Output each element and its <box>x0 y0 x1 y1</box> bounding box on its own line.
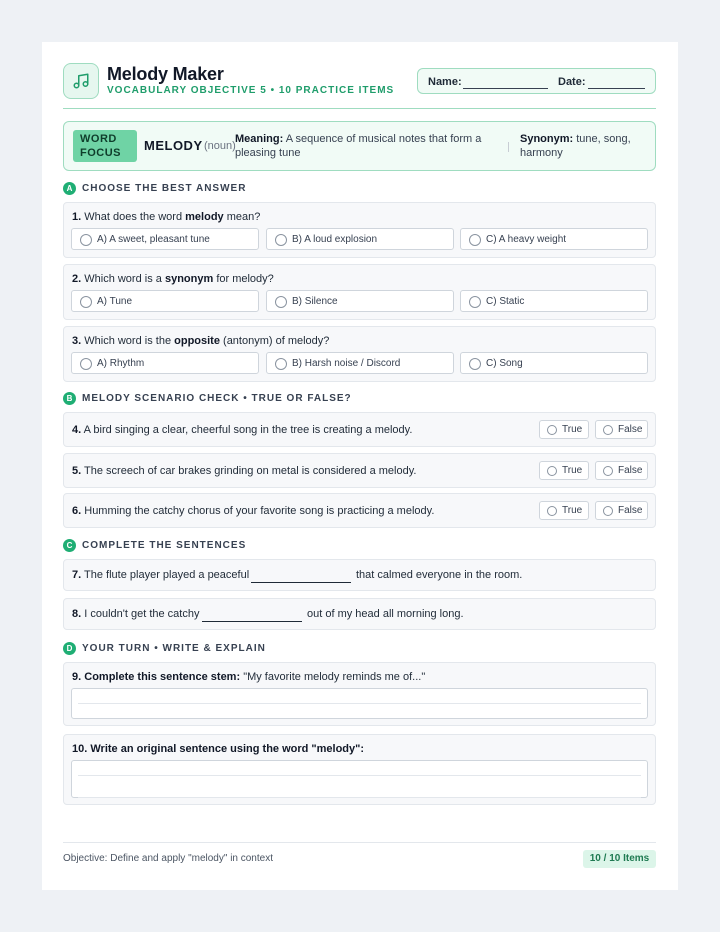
section-badge: A <box>63 182 76 195</box>
fill-blank[interactable] <box>251 582 351 583</box>
sentence-before: 8. I couldn't get the catchy <box>72 608 200 620</box>
sentence-after: out of my head all morning long. <box>307 608 464 620</box>
false-option[interactable]: False <box>595 420 648 439</box>
false-option[interactable]: False <box>595 501 648 520</box>
meaning: Meaning: A sequence of musical notes that form a pleasing tune <box>235 133 482 159</box>
item-count-badge: 10 / 10 Items <box>583 850 656 868</box>
section-badge: C <box>63 539 76 552</box>
word-focus-box <box>63 121 656 171</box>
option-b[interactable]: B) Harsh noise / Discord <box>266 352 454 374</box>
section-title: CHOOSE THE BEST ANSWER <box>82 183 247 194</box>
question-10-card <box>63 734 656 805</box>
footer-objective: Objective: Define and apply "melody" in context <box>63 853 273 864</box>
name-date-box <box>417 68 656 94</box>
question-text: 4. A bird singing a clear, cheerful song in the tree is creating a melody. <box>72 424 413 436</box>
sentence-before: 7. The flute player played a peaceful <box>72 569 250 581</box>
question-7-card <box>63 559 656 591</box>
radio-icon[interactable] <box>603 506 613 516</box>
radio-icon[interactable] <box>469 296 481 308</box>
option-c[interactable]: C) Static <box>460 290 648 312</box>
question-text: 10. Write an original sentence using the word "melody": <box>72 743 365 755</box>
section-title: YOUR TURN • WRITE & EXPLAIN <box>82 643 266 654</box>
question-text: 6. Humming the catchy chorus of your favorite song is practicing a melody. <box>72 505 435 517</box>
answer-line <box>78 797 641 798</box>
option-b[interactable]: B) A loud explosion <box>266 228 454 250</box>
radio-icon[interactable] <box>547 466 557 476</box>
part-of-speech: (noun) <box>204 140 236 152</box>
header-divider <box>63 108 656 109</box>
question-text: 1. What does the word melody mean? <box>72 211 261 223</box>
radio-icon[interactable] <box>603 466 613 476</box>
false-option[interactable]: False <box>595 461 648 480</box>
question-6-card <box>63 493 656 528</box>
answer-line <box>78 775 641 776</box>
question-5-card <box>63 453 656 488</box>
question-8-card <box>63 598 656 630</box>
true-option[interactable]: True <box>539 461 589 480</box>
radio-icon[interactable] <box>275 296 287 308</box>
radio-icon[interactable] <box>547 506 557 516</box>
worksheet <box>42 42 678 890</box>
answer-box[interactable] <box>71 688 648 719</box>
option-c[interactable]: C) Song <box>460 352 648 374</box>
radio-icon[interactable] <box>80 358 92 370</box>
question-3-card <box>63 326 656 382</box>
radio-icon[interactable] <box>469 358 481 370</box>
radio-icon[interactable] <box>80 296 92 308</box>
question-text: 2. Which word is a synonym for melody? <box>72 273 274 285</box>
name-field[interactable] <box>463 88 548 89</box>
page-subtitle: VOCABULARY OBJECTIVE 5 • 10 PRACTICE ITEMS <box>107 85 395 96</box>
radio-icon[interactable] <box>275 234 287 246</box>
true-option[interactable]: True <box>539 420 589 439</box>
option-b[interactable]: B) Silence <box>266 290 454 312</box>
question-text: 5. The screech of car brakes grinding on metal is considered a melody. <box>72 465 417 477</box>
logo <box>63 63 99 99</box>
radio-icon[interactable] <box>603 425 613 435</box>
synonyms: Synonym: tune, song, harmony <box>520 133 631 159</box>
sentence-after: that calmed everyone in the room. <box>356 569 523 581</box>
word-focus-tag: WORD FOCUS <box>73 130 137 162</box>
question-4-card <box>63 412 656 447</box>
section-badge: B <box>63 392 76 405</box>
date-label: Date: <box>558 76 586 88</box>
question-1-card <box>63 202 656 258</box>
question-2-card <box>63 264 656 320</box>
radio-icon[interactable] <box>469 234 481 246</box>
radio-icon[interactable] <box>547 425 557 435</box>
true-option[interactable]: True <box>539 501 589 520</box>
option-a[interactable]: A) Tune <box>71 290 259 312</box>
answer-line <box>78 703 641 704</box>
focus-separator <box>508 142 509 152</box>
option-c[interactable]: C) A heavy weight <box>460 228 648 250</box>
option-a[interactable]: A) Rhythm <box>71 352 259 374</box>
date-field[interactable] <box>588 88 645 89</box>
question-text: 3. Which word is the opposite (antonym) of melody? <box>72 335 330 347</box>
footer-divider <box>63 842 656 843</box>
music-note-icon <box>72 72 90 90</box>
section-badge: D <box>63 642 76 655</box>
option-a[interactable]: A) A sweet, pleasant tune <box>71 228 259 250</box>
radio-icon[interactable] <box>275 358 287 370</box>
focus-word: MELODY <box>144 138 203 153</box>
question-9-card <box>63 662 656 726</box>
header <box>63 63 656 109</box>
section-title: MELODY SCENARIO CHECK • TRUE OR FALSE? <box>82 393 352 404</box>
answer-box[interactable] <box>71 760 648 798</box>
question-text: 9. Complete this sentence stem: "My favorite melody reminds me of..." <box>72 671 426 683</box>
page-title: Melody Maker <box>107 64 224 84</box>
section-title: COMPLETE THE SENTENCES <box>82 540 247 551</box>
fill-blank[interactable] <box>202 621 302 622</box>
radio-icon[interactable] <box>80 234 92 246</box>
name-label: Name: <box>428 76 462 88</box>
